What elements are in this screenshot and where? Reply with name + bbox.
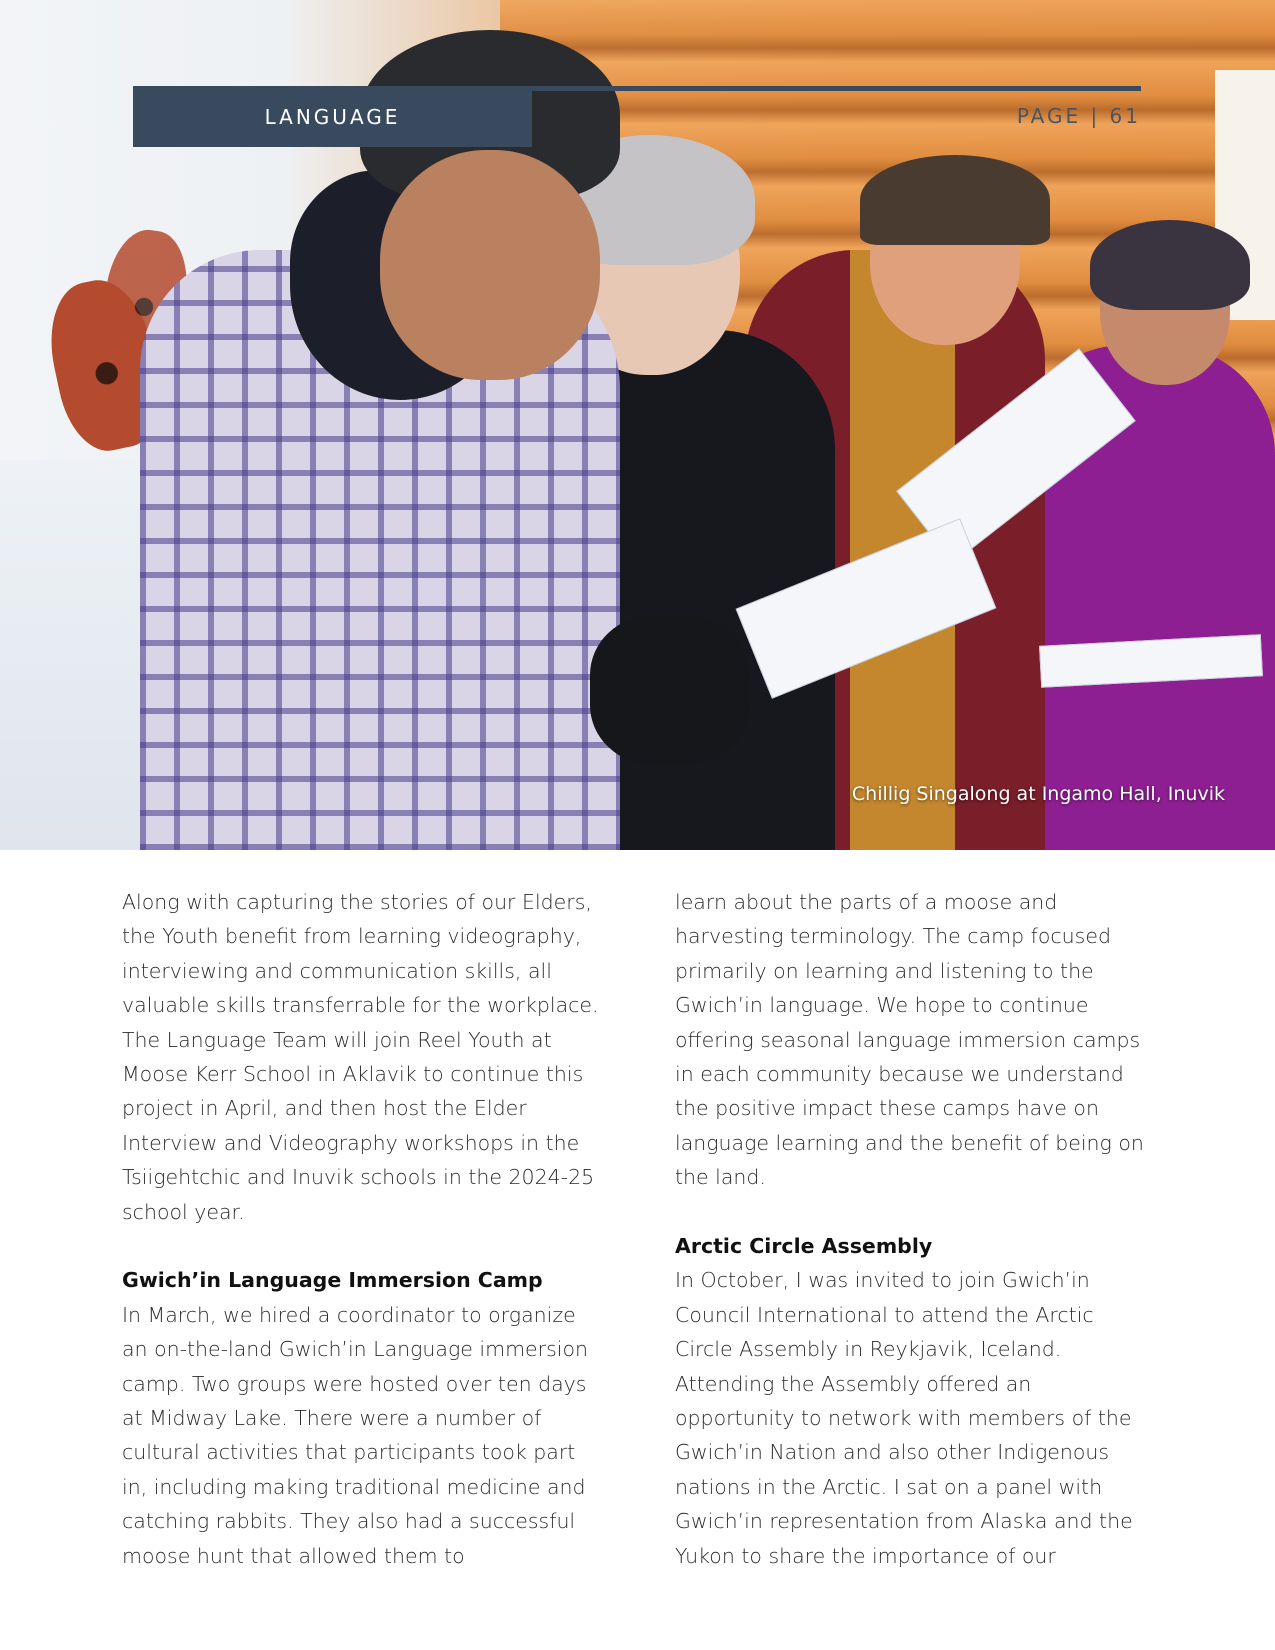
text-line: offering seasonal language immersion camps bbox=[675, 1027, 1141, 1052]
text-line: moose hunt that allowed them to bbox=[122, 1543, 465, 1568]
camp-continued-paragraph bbox=[675, 885, 1155, 1195]
text-line: harvesting terminology. The camp focused bbox=[675, 924, 1111, 949]
text-line: interviewing and communication skills, all bbox=[122, 958, 552, 983]
person-4-hair bbox=[1090, 220, 1250, 310]
text-line: camp. Two groups were hosted over ten days bbox=[122, 1371, 587, 1396]
text-line: Gwich’in Nation and also other Indigenous bbox=[675, 1440, 1110, 1465]
text-line: In October, I was invited to join Gwich’in bbox=[675, 1268, 1090, 1293]
text-line: Circle Assembly in Reykjavik, Iceland. bbox=[675, 1337, 1062, 1362]
text-line: Moose Kerr School in Aklavik to continue this bbox=[122, 1062, 584, 1087]
section-heading: Arctic Circle Assembly bbox=[675, 1234, 933, 1259]
text-line: opportunity to network with members of the bbox=[675, 1406, 1132, 1431]
text-line: the positive impact these camps have on bbox=[675, 1096, 1099, 1121]
page-number: PAGE | 61 bbox=[1016, 104, 1141, 128]
text-line: nations in the Arctic. I sat on a panel with bbox=[675, 1474, 1103, 1499]
text-line: primarily on learning and listening to the bbox=[675, 958, 1094, 983]
text-line: Council International to attend the Arctic bbox=[675, 1302, 1094, 1327]
text-line: project in April, and then host the Elder bbox=[122, 1096, 527, 1121]
left-column bbox=[122, 885, 602, 1573]
text-line: in, including making traditional medicine and bbox=[122, 1474, 586, 1499]
photo-caption: Chillig Singalong at Ingamo Hall, Inuvik bbox=[851, 783, 1225, 805]
text-line: learn about the parts of a moose and bbox=[675, 890, 1058, 914]
intro-paragraph bbox=[122, 885, 602, 1229]
person-3-cap bbox=[860, 155, 1050, 245]
person-1-head bbox=[380, 150, 600, 380]
text-line: school year. bbox=[122, 1199, 245, 1224]
text-line: catching rabbits. They also had a successful bbox=[122, 1509, 576, 1534]
text-line: the land. bbox=[675, 1165, 766, 1190]
text-line: Along with capturing the stories of our Elders, bbox=[122, 890, 592, 914]
right-column bbox=[675, 885, 1155, 1573]
camp-paragraph bbox=[122, 1298, 602, 1573]
floor-background bbox=[0, 460, 150, 850]
text-line: Interview and Videography workshops in the bbox=[122, 1130, 580, 1155]
text-line: an on-the-land Gwich’in Language immersion bbox=[122, 1337, 589, 1362]
text-line: language learning and the benefit of being on bbox=[675, 1130, 1144, 1155]
assembly-paragraph bbox=[675, 1263, 1155, 1573]
text-line: Tsiigehtchic and Inuvik schools in the 2024-25 bbox=[122, 1165, 595, 1190]
text-line: cultural activities that participants took part bbox=[122, 1440, 576, 1465]
section-heading: Gwich’in Language Immersion Camp bbox=[122, 1268, 543, 1293]
text-line: at Midway Lake. There were a number of bbox=[122, 1406, 542, 1431]
text-line: in each community because we understand bbox=[675, 1062, 1124, 1087]
text-line: Gwich’in representation from Alaska and the bbox=[675, 1509, 1133, 1534]
text-line: valuable skills transferrable for the workplace. bbox=[122, 993, 599, 1018]
text-line: Attending the Assembly offered an bbox=[675, 1371, 1032, 1396]
text-line: the Youth benefit from learning videography, bbox=[122, 924, 582, 949]
text-line: Yukon to share the importance of our bbox=[675, 1543, 1056, 1568]
text-line: In March, we hired a coordinator to organize bbox=[122, 1302, 576, 1327]
text-line: The Language Team will join Reel Youth at bbox=[122, 1027, 552, 1052]
text-line: Gwich’in language. We hope to continue bbox=[675, 993, 1089, 1018]
glove-image bbox=[590, 615, 750, 765]
section-label: LANGUAGE bbox=[133, 86, 532, 147]
